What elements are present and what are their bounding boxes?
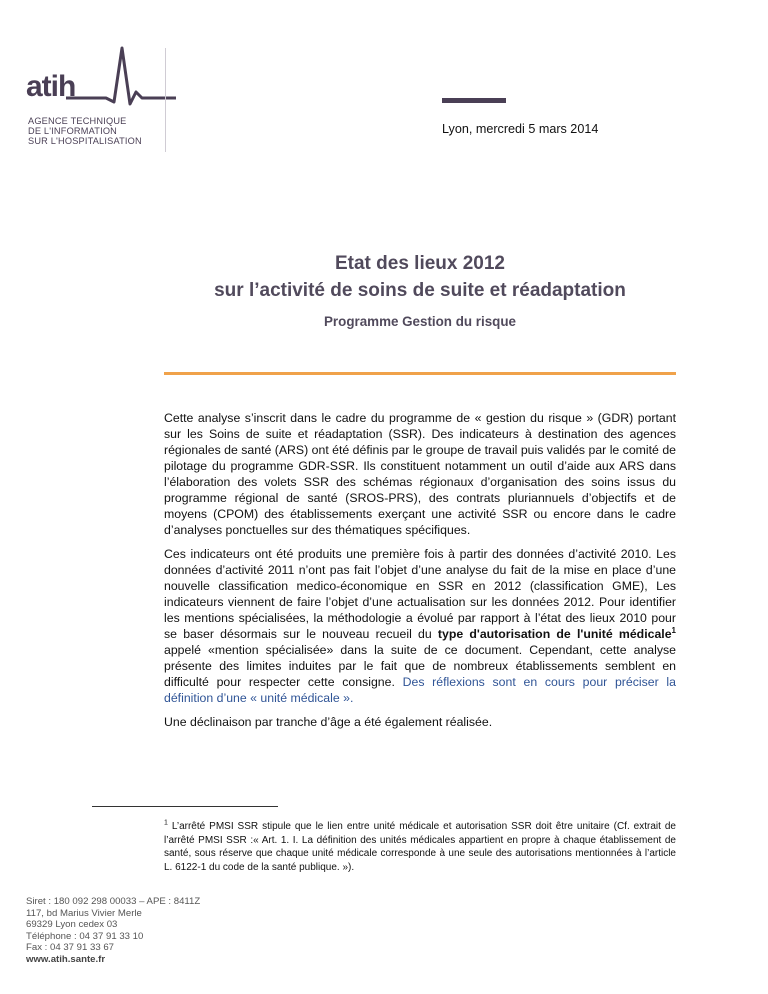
agency-line-1: AGENCE TECHNIQUE xyxy=(28,116,127,126)
logo-divider xyxy=(165,48,166,152)
title-block xyxy=(160,250,680,329)
city-line: 69329 Lyon cedex 03 xyxy=(26,919,118,931)
agency-name xyxy=(28,116,142,146)
footnote-number: 1 xyxy=(164,819,168,827)
phone-line: Téléphone : 04 37 91 33 10 xyxy=(26,930,144,942)
title-divider xyxy=(164,372,676,375)
paragraph-2-text-a: Ces indicateurs ont été produits une première fois à partir des données d’activité 2010. Les données d’activité 2011 n’ont pas fait l’objet d’une analyse du fait de la mise en place d’une nouvelle classification medico-économique en SSR en 2012 (classification GME), Les indicateurs viennent de faire l’objet d’une actualisation sur les données 2012. Pour identifier les mentions spécialisées, la méthodologie a évolué par rapport à l’état des lieux 2010 pour se baser désormais sur le nouveau recueil du xyxy=(164,547,676,641)
paragraph-3: Une déclinaison par tranche d’âge a été également réalisée. xyxy=(164,715,493,729)
header-accent-bar xyxy=(442,98,506,103)
address-block xyxy=(26,896,200,966)
unit-authorization-term xyxy=(438,627,676,641)
footnote-reference[interactable]: 1 xyxy=(671,625,676,635)
siret-line: Siret : 180 092 298 00033 – APE : 8411Z xyxy=(26,896,201,907)
paragraph-2-text-b: appelé «mention spécialisée» dans la suite de ce document. Cependant, cette analyse présente des limites induites par le fait que de nombreux établissements semblent en difficulté pour respecter cette consigne. xyxy=(164,643,676,689)
paragraph-2 xyxy=(164,546,676,706)
agency-line-3: SUR L'HOSPITALISATION xyxy=(28,136,142,146)
reflection-link[interactable]: Des réflexions sont en cours pour préciser la définition d’une « unité médicale ». xyxy=(164,675,676,705)
page-subtitle: Programme Gestion du risque xyxy=(324,314,516,329)
page-title-line-2: sur l’activité de soins de suite et réadaptation xyxy=(214,280,626,301)
footnote xyxy=(164,820,676,874)
fax-line: Fax : 04 37 91 33 67 xyxy=(26,942,115,954)
atih-logo: atih xyxy=(26,70,76,103)
body-text xyxy=(164,410,676,738)
street-line: 117, bd Marius Vivier Merle xyxy=(26,907,142,919)
agency-line-2: DE L'INFORMATION xyxy=(28,126,118,136)
website-link[interactable]: www.atih.sante.fr xyxy=(26,953,106,965)
footnote-separator xyxy=(92,806,278,807)
paragraph-1: Cette analyse s’inscrit dans le cadre du programme de « gestion du risque » (GDR) portant sur les Soins de suite et réadaptation (SSR). Des indicateurs à destination des agences régionales de santé (ARS) ont été définis par le groupe de travail puis validés par le comité de pilotage du programme GDR-SSR. Ils constituent notamment un outil d’aide aux ARS dans l’élaboration des volets SSR des schémas régionaux d’organisation des soins issus du programme régional de santé (SROS-PRS), des contrats pluriannuels d’objectifs et de moyens (CPOM) des établissements exerçant une activité SSR ou encore dans le cadre d’analyses ponctuelles sur des thématiques spécifiques. xyxy=(164,411,676,537)
footnote-text: L’arrêté PMSI SSR stipule que le lien entre unité médicale et autorisation SSR doit être unitaire (Cf. extrait de l’arrêté PMSI SSR :« Art. 1. I. La définition des unités médicales appartient en propre à chaque établissement de santé, sous réserve que chaque unité médicale corresponde à une seule des autorisations mentionnées à l’article L. 6122-1 du code de la santé publique. »). xyxy=(164,821,676,873)
page-title: Etat des lieux 2012 xyxy=(334,253,506,274)
document-date: Lyon, mercredi 5 mars 2014 xyxy=(442,122,599,136)
heartbeat-line-icon xyxy=(66,46,176,106)
unit-authorization-term-text: type d'autorisation de l'unité médicale xyxy=(437,627,672,641)
